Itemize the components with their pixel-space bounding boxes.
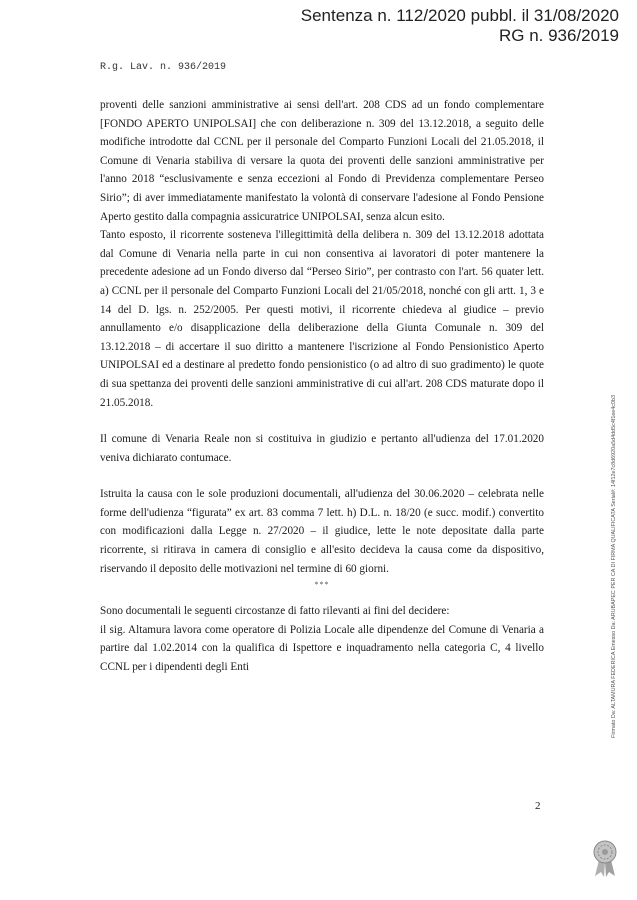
- case-reference: R.g. Lav. n. 936/2019: [100, 62, 227, 73]
- publication-stamp: [301, 6, 619, 46]
- sentence-number: Sentenza n. 112/2020 pubbl. il 31/08/2020: [300, 6, 619, 25]
- digital-signature-strip: Firmato Da: ALTAMURA FEDERICA Emesso Da: ARUBAPEC PER CA DI FIRMA QUALIFICATA Serial#: 14f12e7c8d6920a5d4dd5c4f1ee4c0b3: [611, 395, 617, 738]
- section-separator: ***: [314, 580, 330, 590]
- seal-icon: [590, 838, 620, 878]
- paragraph-proventi: proventi delle sanzioni amministrative ai sensi dell'art. 208 CDS ad un fondo complementare [FONDO APERTO UNIPOLSAI] che con deliberazione n. 309 del 13.12.2018, a seguito delle modifiche introdotte dal CCNL per il personale del Comparto Funzioni Locali del 21.05.2018, il Comune di Venaria stabiliva di versare la quota dei proventi delle sanzioni amministrative per l'anno 2018 “esclusivamente e senza eccezioni al Fondo di Previdenza complementare Perseo Sirio”; di aver immediatamente manifestato la volontà di conservare l'adesione al Fondo Pensione Aperto gestito dalla compagnia assicuratrice UNIPOLSAI, senza alcun esito.: [100, 99, 544, 223]
- document-body: [100, 96, 544, 677]
- paragraph-tanto-esposto: Tanto esposto, il ricorrente sosteneva l'illegittimità della delibera n. 309 del 13.12.2018 adottata dal Comune di Venaria nella parte in cui non consentiva ai lavoratori di poter mantenere la precedente adesione ad un Fondo diverso dal “Perseo Sirio”, per contrasto con l'art. 56 quater lett. a) CCNL per il personale del Comparto Funzioni Locali del 21/05/2018, nonché con gli artt. 1, 3 e 14 del D. lgs. n. 252/2005. Per questi motivi, il ricorrente chiedeva al giudice – previo annullamento e/o disapplicazione della deliberazione della Giunta Comunale n. 309 del 13.12.2018 – di accertare il suo diritto a mantenere l'iscrizione al Fondo Pensionistico Aperto UNIPOLSAI ed a destinare al predetto fondo pensionistico (o ad altro di suo gradimento) le quote di sua spettanza dei proventi delle sanzioni amministrative di cui all'art. 208 CDS maturate dopo il 21.05.2018.: [100, 229, 544, 409]
- paragraph-istruita: Istruita la causa con le sole produzioni documentali, all'udienza del 30.06.2020 – celebrata nelle forme dell'udienza “figurata” ex art. 83 comma 7 lett. h) D.L. n. 18/20 (e succ. modif.) convertito con modificazioni dalla Legge n. 27/2020 – il giudice, lette le note depositate dalla parte ricorrente, si ritirava in camera di consiglio e all'esito decideva la causa come da dispositivo, riservando il deposito delle motivazioni nel termine di 60 giorni.: [100, 488, 544, 575]
- rg-number: RG n. 936/2019: [498, 26, 619, 45]
- page-number: 2: [535, 800, 541, 812]
- paragraph-altamura: il sig. Altamura lavora come operatore di Polizia Locale alle dipendenze del Comune di Venaria a partire dal 1.02.2014 con la qualifica di Ispettore e inquadramento nella categoria C, 4 livello CCNL per i dipendenti degli Enti: [100, 623, 544, 674]
- paragraph-circostanze: Sono documentali le seguenti circostanze di fatto rilevanti ai fini del decidere:: [100, 605, 450, 618]
- paragraph-contumace: Il comune di Venaria Reale non si costituiva in giudizio e pertanto all'udienza del 17.01.2020 veniva dichiarato contumace.: [100, 433, 544, 464]
